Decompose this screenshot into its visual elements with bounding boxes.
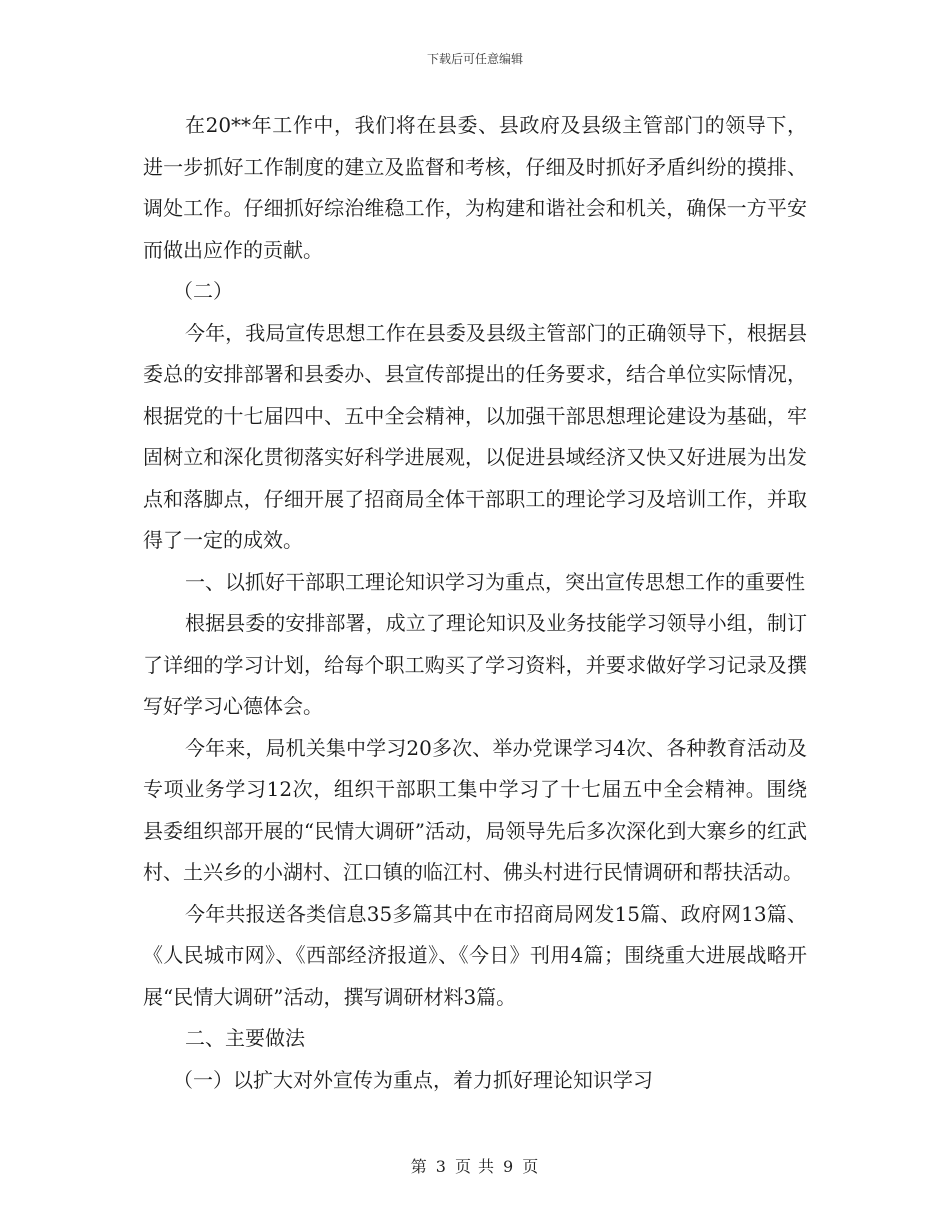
footer-suffix: 页: [522, 1157, 540, 1176]
heading-section-one: 一、以抓好干部职工理论知识学习为重点，突出宣传思想工作的重要性: [185, 569, 805, 594]
paragraph-information-reports: 今年共报送各类信息35多篇其中在市招商局网发15篇、政府网13篇、《人民城市网》、《西部经济报道》、《今日》刊用4篇；围绕重大进展战略开展“民情大调研”活动，撰写调研材料3篇。: [143, 901, 807, 1009]
section-marker-two: （二）: [173, 279, 233, 303]
page-footer: [0, 1154, 950, 1177]
footer-prefix: 第: [410, 1157, 428, 1176]
subheading-external-publicity: （一）以扩大对外宣传为重点，着力抓好理论知识学习: [173, 1067, 653, 1092]
document-body: [143, 105, 807, 1101]
heading-main-practices: 二、主要做法: [185, 1026, 305, 1050]
footer-middle: 页 共: [454, 1157, 496, 1176]
footer-total-pages: 9: [503, 1157, 515, 1176]
paragraph-work-plan: 在20**年工作中，我们将在县委、县政府及县级主管部门的领导下，进一步抓好工作制度的建立及监督和考核，仔细及时抓好矛盾纠纷的摸排、调处工作。仔细抓好综治维稳工作，为构建和谐社会和机关，确保一方平安而做出应作的贡献。: [143, 113, 807, 262]
paragraph-propaganda-intro: 今年，我局宣传思想工作在县委及县级主管部门的正确领导下，根据县委总的安排部署和县委办、县宣传部提出的任务要求，结合单位实际情况，根据党的十七届四中、五中全会精神，以加强干部思想理论建设为基础，牢固树立和深化贯彻落实好科学进展观，以促进县域经济又快又好进展为出发点和落脚点，仔细开展了招商局全体干部职工的理论学习及培训工作，并取得了一定的成效。: [143, 320, 807, 552]
paragraph-study-group: 根据县委的安排部署，成立了理论知识及业务技能学习领导小组，制订了详细的学习计划，给每个职工购买了学习资料，并要求做好学习记录及撰写好学习心德体会。: [143, 611, 807, 718]
footer-current-page: 3: [435, 1157, 447, 1176]
paragraph-study-sessions: 今年来，局机关集中学习20多次、举办党课学习4次、各种教育活动及专项业务学习12次，组织干部职工集中学习了十七届五中全会精神。围绕县委组织部开展的“民情大调研”活动，局领导先后多次深化到大寨乡的红武村、土兴乡的小湖村、江口镇的临江村、佛头村进行民情调研和帮扶活动。: [143, 735, 807, 884]
page-header: 下载后可任意编辑: [426, 52, 523, 66]
